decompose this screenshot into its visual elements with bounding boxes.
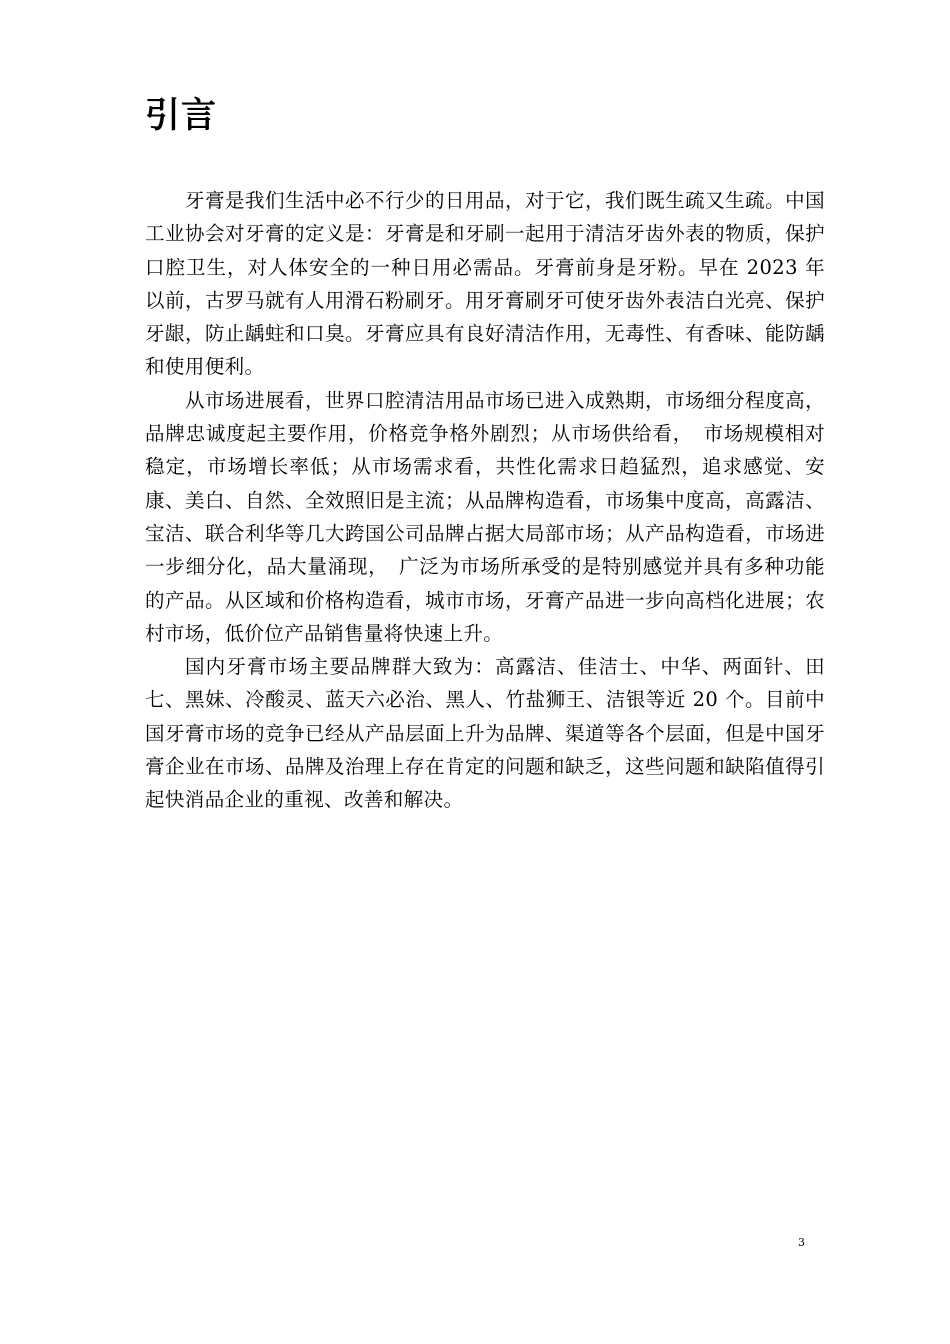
paragraph-brands: 国内牙膏市场主要品牌群大致为：高露洁、佳洁士、中华、两面针、田七、黑妹、冷酸灵、蓝天六必治、黑人、竹盐狮王、洁银等近 20 个。目前中国牙膏市场的竞争已经从产品层面上升为品牌、渠道等各个层面，但是中国牙膏企业在市场、品牌及治理上存在肯定的问题和缺乏，这些问题和缺陷值得引起快消品企业的重视、改善和解决。: [145, 655, 825, 812]
paragraph-market: 从市场进展看，世界口腔清洁用品市场已进入成熟期，市场细分程度高，品牌忠诚度起主要作用，价格竞争格外剧烈；从市场供给看， 市场规模相对稳定，市场增长率低；从市场需求看，共性化需求日趋猛烈，追求感觉、安康、美白、自然、全效照旧是主流；从品牌构造看，市场集中度高，高露洁、宝洁、联合利华等几大跨国公司品牌占据大局部市场；从产品构造看，市场进一步细分化，品大量涌现， 广泛为市场所承受的是特别感觉并具有多种功能的产品。从区域和价格构造看，城市市场，牙膏产品进一步向高档化进展；农村市场，低价位产品销售量将快速上升。: [145, 388, 825, 645]
paragraph-intro: 牙膏是我们生活中必不行少的日用品，对于它，我们既生疏又生疏。中国工业协会对牙膏的定义是：牙膏是和牙刷一起用于清洁牙齿外表的物质，保护口腔卫生，对人体安全的一种日用必需品。牙膏前身是牙粉。早在 2023 年以前，古罗马就有人用滑石粉刷牙。用牙膏刷牙可使牙齿外表洁白光亮、保护牙龈，防止龋蛀和口臭。牙膏应具有良好清洁作用，无毒性、有香味、能防龋和使用便利。: [145, 189, 825, 379]
page-number: 3: [798, 1236, 805, 1249]
page-title: 引言: [145, 96, 218, 136]
body-text: [145, 184, 825, 817]
